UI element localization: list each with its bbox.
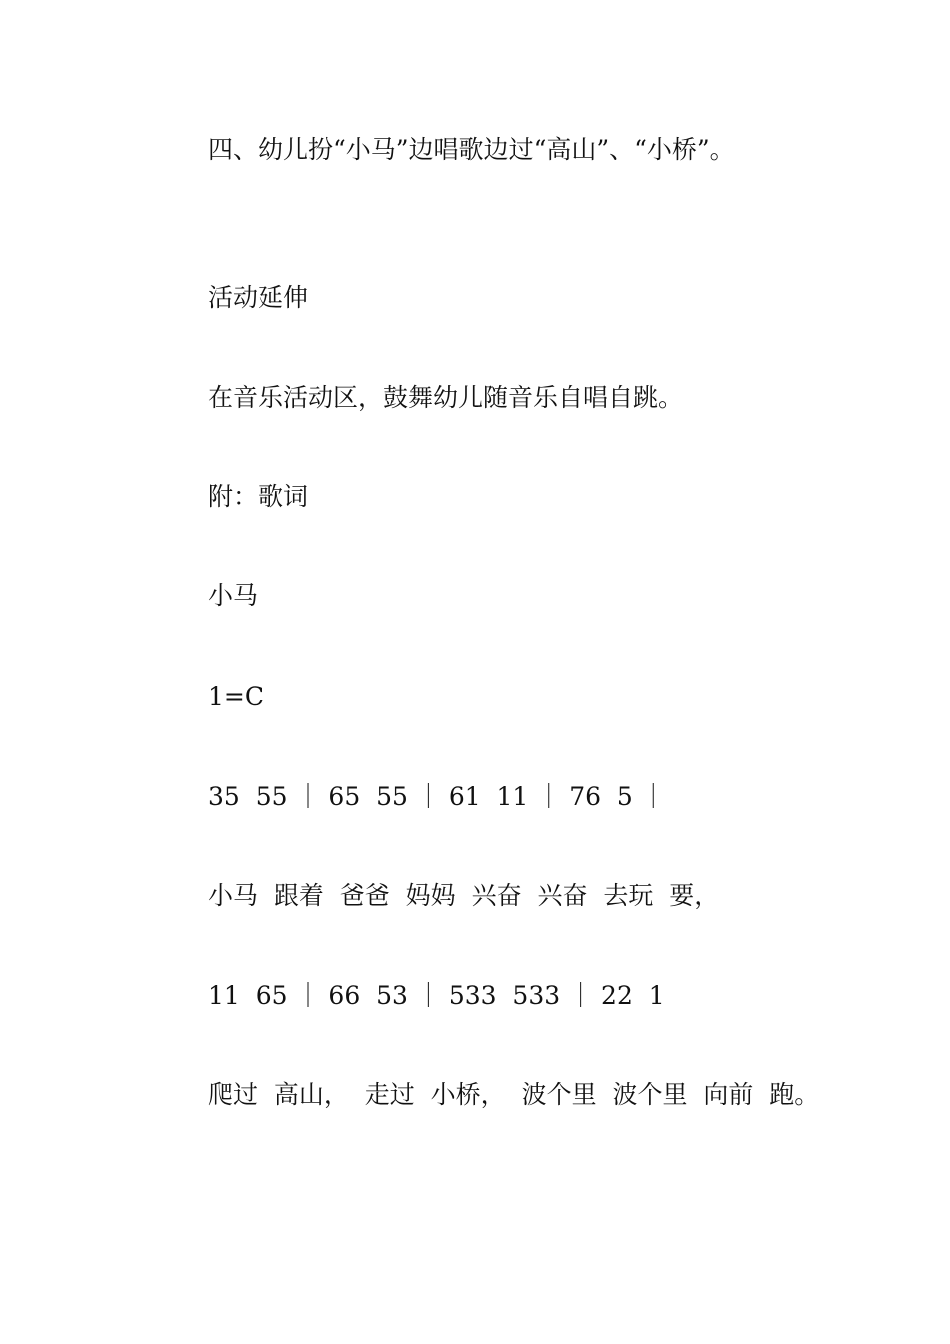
notation-line-2: 11 65 ｜ 66 53 ｜ 533 533 ｜ 22 1 <box>208 981 665 1010</box>
activity-extension-text: 在音乐活动区，鼓舞幼儿随音乐自唱自跳。 <box>208 383 684 412</box>
step-four-text: 四、幼儿扮“小马”边唱歌边过“高山”、“小桥”。 <box>208 135 735 164</box>
song-key: 1=C <box>208 682 264 711</box>
song-title: 小马 <box>208 581 259 610</box>
section-heading-activity-extension: 活动延伸 <box>208 283 309 312</box>
appendix-lyrics-heading: 附：歌词 <box>208 482 309 511</box>
notation-line-1: 35 55 ｜ 65 55 ｜ 61 11 ｜ 76 5 ｜ <box>208 782 666 811</box>
lyrics-line-2: 爬过 高山， 走过 小桥， 波个里 波个里 向前 跑。 <box>208 1080 820 1109</box>
lyrics-line-1: 小马 跟着 爸爸 妈妈 兴奋 兴奋 去玩 要， <box>208 881 720 910</box>
